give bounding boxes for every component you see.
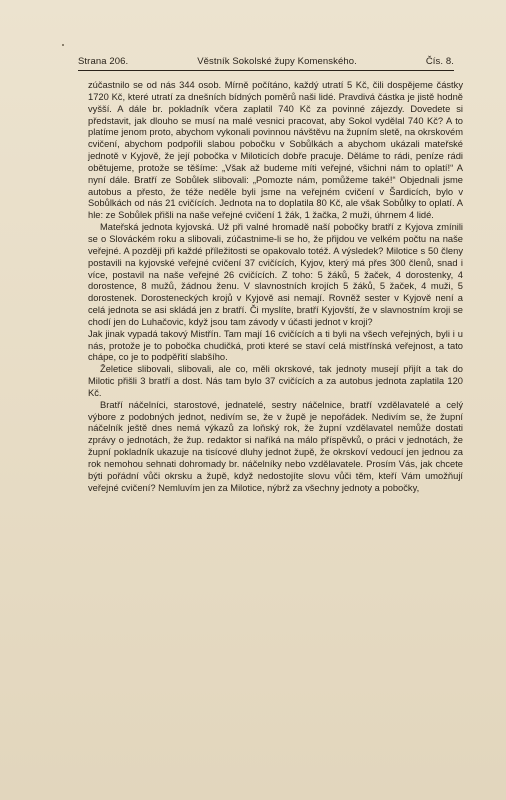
paragraph: Mateřská jednota kyjovská. Už při valné hromadě naší pobočky bratří z Kyjova zmínili se o Slováckém roku a slibovali, zúčastnime-li se ho, že přijdou ve velkém počtu na naše veřejné. A později při každé příležitosti se opakovalo totéž. A výsledek? Milotice s 50 členy postavili na kyjovské veřejné cvičení 37 cvičících, Kyjov, který má přes 300 členů, snad i více, postavil na naše veřejné 26 cvičících. Z toho: 5 žáků, 5 žaček, 4 dorostenky, 4 dorostence, 8 mužů, žádnou ženu. V slavnostních krojích 5 žáků, 5 žaček, 4 muži, 5 dorostenek. Dorosteneckých krojů v Kyjově asi nemají. Rovněž sester v Kyjově není a celá jednota se asi skládá jen z bratří. Či myslíte, bratří Kyjovští, že v slavnostním kroji se chodí jen do Luhačovic, když jsou tam závody v účasti jednot v kroji? [88, 222, 463, 327]
paragraph: Jak jinak vypadá takový Mistřín. Tam mají 16 cvičících a ti byli na všech veřejných, byli i u nás, protože je to pobočka chudičká, proti které se staví celá mistřínská veřejnost, a tato chápe, co je to podpěřití slabšího. [88, 328, 463, 363]
page-number: Strana 206. [78, 56, 129, 67]
paragraph: Želetice slibovali, slibovali, ale co, měli okrskové, tak jednoty musejí přijít a tak do Milotic přišli 3 bratří a dost. Nás tam bylo 37 cvičících a za autobus jednota zaplatila 120 Kč. [88, 364, 463, 398]
article-body [88, 80, 463, 495]
header-rule [78, 70, 454, 71]
publication-title: Věstník Sokolské župy Komenského. [197, 56, 357, 67]
paragraph: Bratří náčelníci, starostové, jednatelé, sestry náčelnice, bratří vzdělavatelé a celý výbore z podobných jednot, nedivím se, že v župě je nepořádek. Nedivím se, že župní náčelník ještě dnes nemá výkazů za loňský rok, že župní vzdělavatel nemůže dostati zprávy o jednotách, že žup. redaktor si naříká na málo příspěvků, o práci v jednotách, že župní pokladník ukazuje na tisícové dluhy jednot župě, že okrskoví vedoucí jen jednou za rok nemohou sehnati dohromady br. náčelníky nebo vzdělavatele. Prosím Vás, jak chcete býti pořádní vůči okrsku a župě, když nedostojíte slovu vůči těm, kteří Vám umožňují veřejné cvičení? Nemluvím jen za Milotice, nýbrž za všechny jednoty a pobočky, [88, 399, 463, 493]
paragraph: zúčastnilo se od nás 344 osob. Mírně počítáno, každý utratí 5 Kč, čili dospějeme částky 1720 Kč, které utratí za dnešních bídných poměrů naši lidé. Pravdivá částka je jistě hodně vyšší. A dále br. pokladník včera zaplatil 740 Kč za povinné zájezdy. Dovedete si představit, jak dlouho se musí na malé vesnici pracovat, aby Sokol vydělal 740 Kč? A to platíme jenom proto, abychom vykonali povinnou návštěvu na župním sletě, na okrskovém cvičení, abychom podpořili slabou pobočku v Sobůlkách a abychom ukázali mateřské jednotě v Kyjově, že její pobočka v Miloticích dobře pracuje. Děláme to rádi, peníze rádi obětujeme, protože se těšíme: „Však až budeme míti veřejné, všichni nám to oplatí!“ A nyní dále. Bratří ze Sobůlek slibovali: „Pomozte nám, pomůžeme také!“ Objednali jsme autobus a přesto, že téže neděle byli jsme na veřejném cvičení v Šardicích, bylo v Sobůlkách od nás 21 cvičících. Jednota na to doplatila 80 Kč, ale však Sobůlky to oplatí. A hle: ze Sobůlek přišli na naše veřejné cvičení 1 žák, 1 žačka, 2 muži, úhrnem 4 lidé. [88, 80, 463, 221]
issue-number: Čís. 8. [425, 56, 454, 67]
running-header [78, 56, 454, 67]
ink-speck [62, 44, 64, 46]
